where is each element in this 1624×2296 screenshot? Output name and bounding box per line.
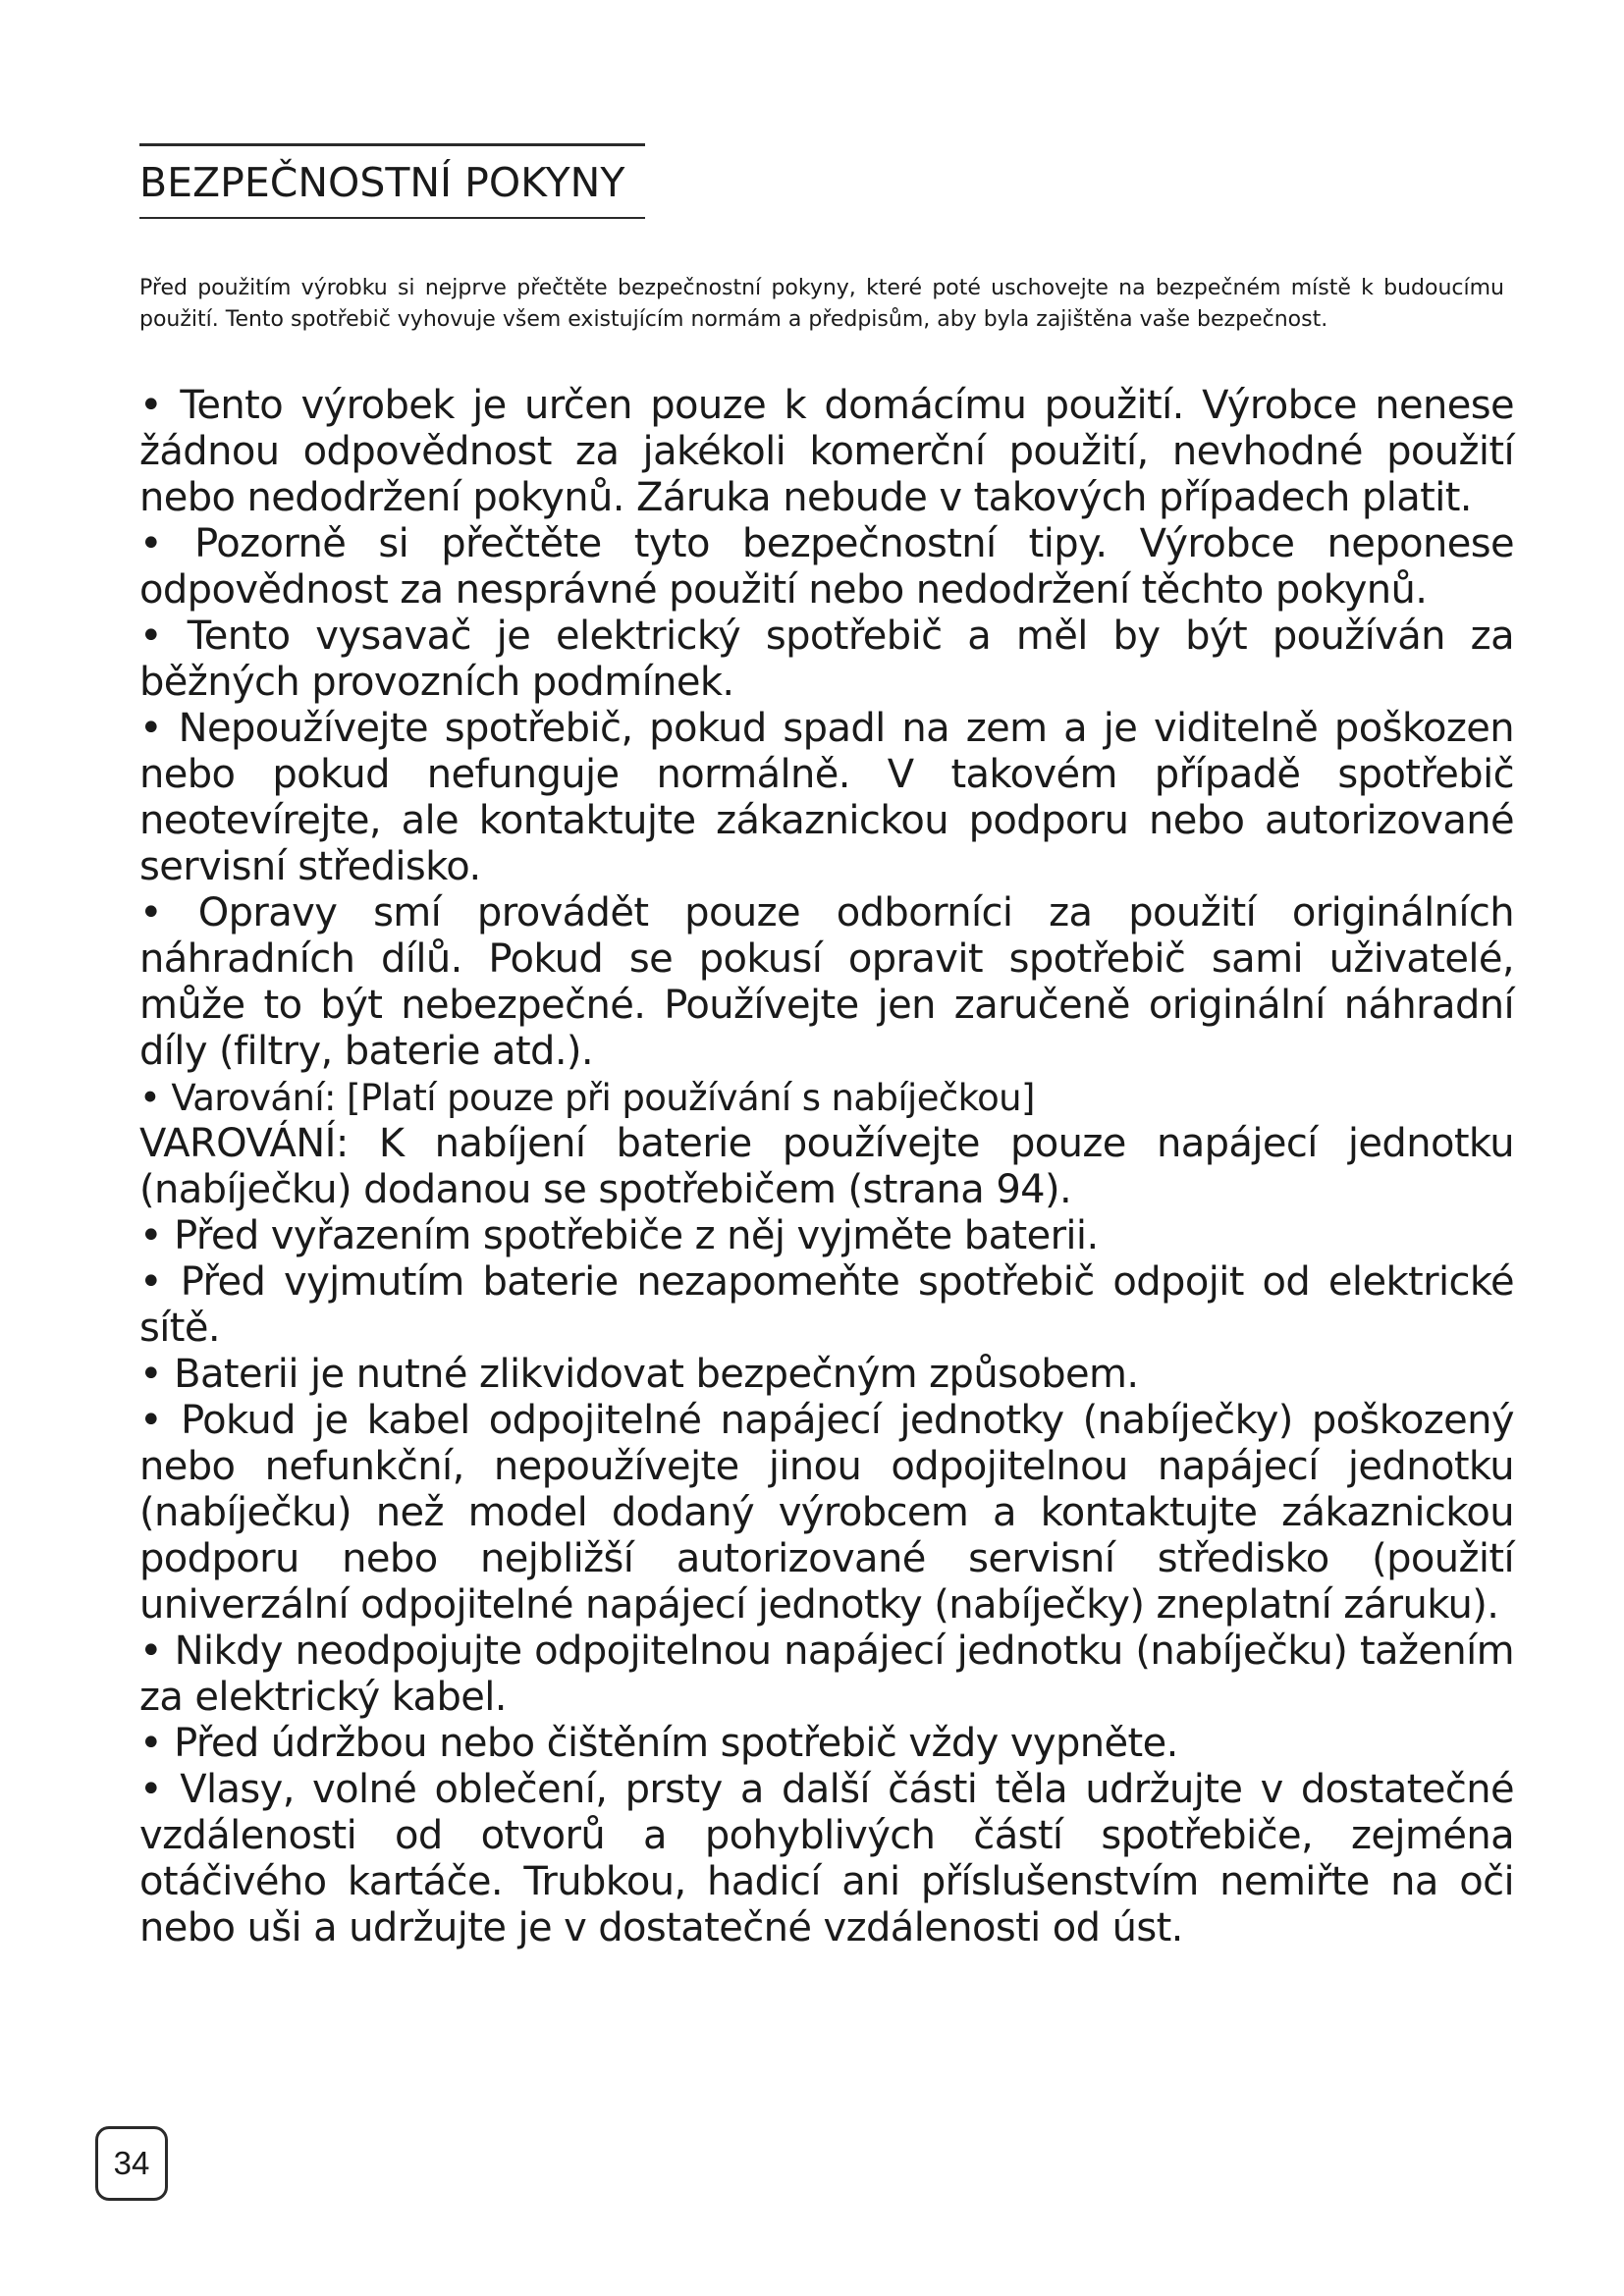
safety-item: • Nikdy neodpojujte odpojitelnou napájecí jednotku (nabíječku) tažením za elektrický kabel. xyxy=(139,1629,1514,1720)
safety-item: • Před vyjmutím baterie nezapomeňte spotřebič odpojit od elektrické sítě. xyxy=(139,1259,1514,1351)
section-heading xyxy=(139,143,645,219)
safety-item: • Před údržbou nebo čištěním spotřebič vždy vypněte. xyxy=(139,1721,1178,1766)
page-title: BEZPEČNOSTNÍ POKYNY xyxy=(139,159,625,206)
safety-item: • Pokud je kabel odpojitelné napájecí jednotky (nabíječky) poškozený nebo nefunkční, nepoužívejte jinou odpojitelnou napájecí jednotku (nabíječku) než model dodaný výrobcem a kontaktujte zákaznickou podporu nebo nejbližší autorizované servisní středisko (použití univerzální odpojitelné napájecí jednotky (nabíječky) zneplatní záruku). xyxy=(139,1398,1514,1628)
safety-item: • Vlasy, volné oblečení, prsty a další části těla udržujte v dostatečné vzdálenosti od otvorů a pohyblivých částí spotřebiče, zejména otáčivého kartáče. Trubkou, hadicí ani příslušenstvím nemiřte na oči nebo uši a udržujte je v dostatečné vzdálenosti od úst. xyxy=(139,1767,1514,1950)
safety-item: • Pozorně si přečtěte tyto bezpečnostní tipy. Výrobce neponese odpovědnost za nesprávné použití nebo nedodržení těchto pokynů. xyxy=(139,521,1514,613)
safety-item: • Opravy smí provádět pouze odborníci za použití originálních náhradních dílů. Pokud se pokusí opravit spotřebič sami uživatelé, může to být nebezpečné. Používejte jen zaručeně originální náhradní díly (filtry, baterie atd.). xyxy=(139,890,1514,1074)
warning-label: • Varování: [Platí pouze při používání s nabíječkou] xyxy=(139,1077,1035,1119)
intro-paragraph: Před použitím výrobku si nejprve přečtěte bezpečnostní pokyny, které poté uschovejte na bezpečném místě k budoucímu použití. Tento spotřebič vyhovuje všem existujícím normám a předpisům, aby byla zajištěna vaše bezpečnost. xyxy=(139,276,1504,332)
heading-top-rule xyxy=(139,143,645,146)
safety-instructions-list xyxy=(139,383,1514,1951)
safety-item: • Tento vysavač je elektrický spotřebič a měl by být používán za běžných provozních podmínek. xyxy=(139,614,1514,705)
heading-bottom-rule xyxy=(139,217,645,219)
safety-item: • Nepoužívejte spotřebič, pokud spadl na zem a je viditelně poškozen nebo pokud nefunguje normálně. V takovém případě spotřebič neotevírejte, ale kontaktujte zákaznickou podporu nebo autorizované servisní středisko. xyxy=(139,706,1514,889)
safety-item: • Baterii je nutné zlikvidovat bezpečným způsobem. xyxy=(139,1352,1139,1397)
safety-item: • Tento výrobek je určen pouze k domácímu použití. Výrobce nenese žádnou odpovědnost za jakékoli komerční použití, nevhodné použití nebo nedodržení pokynů. Záruka nebude v takových případech platit. xyxy=(139,383,1514,520)
page-number: 34 xyxy=(95,2126,168,2201)
warning-text: VAROVÁNÍ: K nabíjení baterie používejte pouze napájecí jednotku (nabíječku) dodanou se spotřebičem (strana 94). xyxy=(139,1121,1514,1212)
safety-item: • Před vyřazením spotřebiče z něj vyjměte baterii. xyxy=(139,1213,1099,1258)
